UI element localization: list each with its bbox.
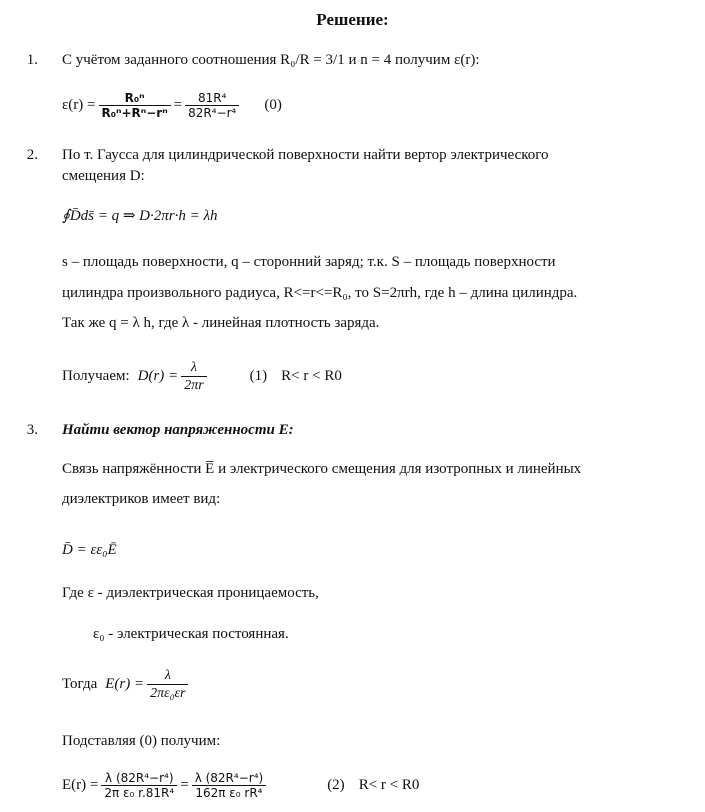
e-lhs: E(r) = xyxy=(105,676,145,692)
final-fraction-2 xyxy=(192,772,267,799)
item-2-line-2: смещения D: xyxy=(62,168,145,184)
final-fraction-1-denominator: 2π ε₀ r.81R⁴ xyxy=(101,785,177,799)
substitution-text: Подставляя (0) получим: xyxy=(62,733,221,749)
fraction-2 xyxy=(185,92,239,119)
range-2: R< r < R0 xyxy=(358,777,420,793)
result-prefix: Получаем: xyxy=(62,368,130,384)
e-denominator: 2πε₀εr xyxy=(147,684,188,701)
item-number-3: 3. xyxy=(26,422,38,438)
fraction-1 xyxy=(99,92,171,119)
item-3-heading: Найти вектор напряженности E: xyxy=(62,422,294,438)
final-fraction-2-numerator: λ (82R⁴−r⁴) xyxy=(194,771,264,785)
displacement-result xyxy=(62,360,342,393)
paragraph-2-line-2: цилиндра произвольного радиуса, R<=r<=R₀, то S=2πrh, где h – длина цилиндра. xyxy=(62,285,578,301)
paragraph-3-line-1: Связь напряжённости E̅ и электрического смещения для изотропных и линейных xyxy=(62,461,582,477)
then-prefix: Тогда xyxy=(62,676,98,692)
page-title: Решение: xyxy=(316,10,389,29)
final-formula xyxy=(62,772,419,799)
final-fraction-1-numerator: λ (82R⁴−r⁴) xyxy=(105,771,174,785)
fraction-2-denominator: 82R⁴−r⁴ xyxy=(185,105,239,119)
d-lhs: D(r) = xyxy=(137,368,179,384)
equation-label-1: (1) xyxy=(249,368,268,384)
item-1-text: С учётом заданного соотношения R₀/R = 3/1 и n = 4 получим ε(r): xyxy=(62,52,480,68)
final-lhs: E(r) = xyxy=(62,777,99,793)
fraction-1-denominator: R₀ⁿ+Rⁿ−rⁿ xyxy=(99,105,171,119)
epsilon-lhs: ε(r) = xyxy=(62,97,96,113)
fraction-1-numerator: R₀ⁿ xyxy=(124,91,145,105)
d-denominator: 2πr xyxy=(181,376,206,393)
paragraph-2-line-1: s – площадь поверхности, q – сторонний заряд; т.к. S – площадь поверхности xyxy=(62,254,556,270)
fraction-2-numerator: 81R⁴ xyxy=(198,91,227,105)
d-fraction xyxy=(181,360,206,393)
final-equals-sign: = xyxy=(180,777,189,793)
equation-label-0: (0) xyxy=(264,97,282,113)
paragraph-3-line-2: диэлектриков имеет вид: xyxy=(62,491,221,507)
final-fraction-1 xyxy=(101,772,177,799)
field-formula xyxy=(62,668,191,701)
where-line-2: ε₀ - электрическая постоянная. xyxy=(93,626,289,642)
constitutive-formula: D̄ = εε₀Ē xyxy=(62,542,117,558)
gauss-formula: ∮D̄ds̄ = q ⇒ D·2πr·h = λh xyxy=(62,208,218,224)
item-number-2: 2. xyxy=(26,147,38,163)
item-number-1: 1. xyxy=(26,52,38,68)
e-numerator: λ xyxy=(164,668,171,683)
paragraph-2-line-3: Так же q = λ h, где λ - линейная плотность заряда. xyxy=(62,315,380,331)
epsilon-formula xyxy=(62,92,282,119)
range-1: R< r < R0 xyxy=(281,368,342,384)
final-fraction-2-denominator: 162π ε₀ rR⁴ xyxy=(192,785,265,799)
item-2-line-1: По т. Гаусса для цилиндрической поверхности найти вертор электрического xyxy=(62,147,549,163)
e-fraction xyxy=(147,668,188,701)
d-numerator: λ xyxy=(190,360,197,375)
equation-label-2: (2) xyxy=(327,777,345,793)
where-line-1: Где ε - диэлектрическая проницаемость, xyxy=(62,585,319,601)
equals-sign: = xyxy=(173,97,183,113)
